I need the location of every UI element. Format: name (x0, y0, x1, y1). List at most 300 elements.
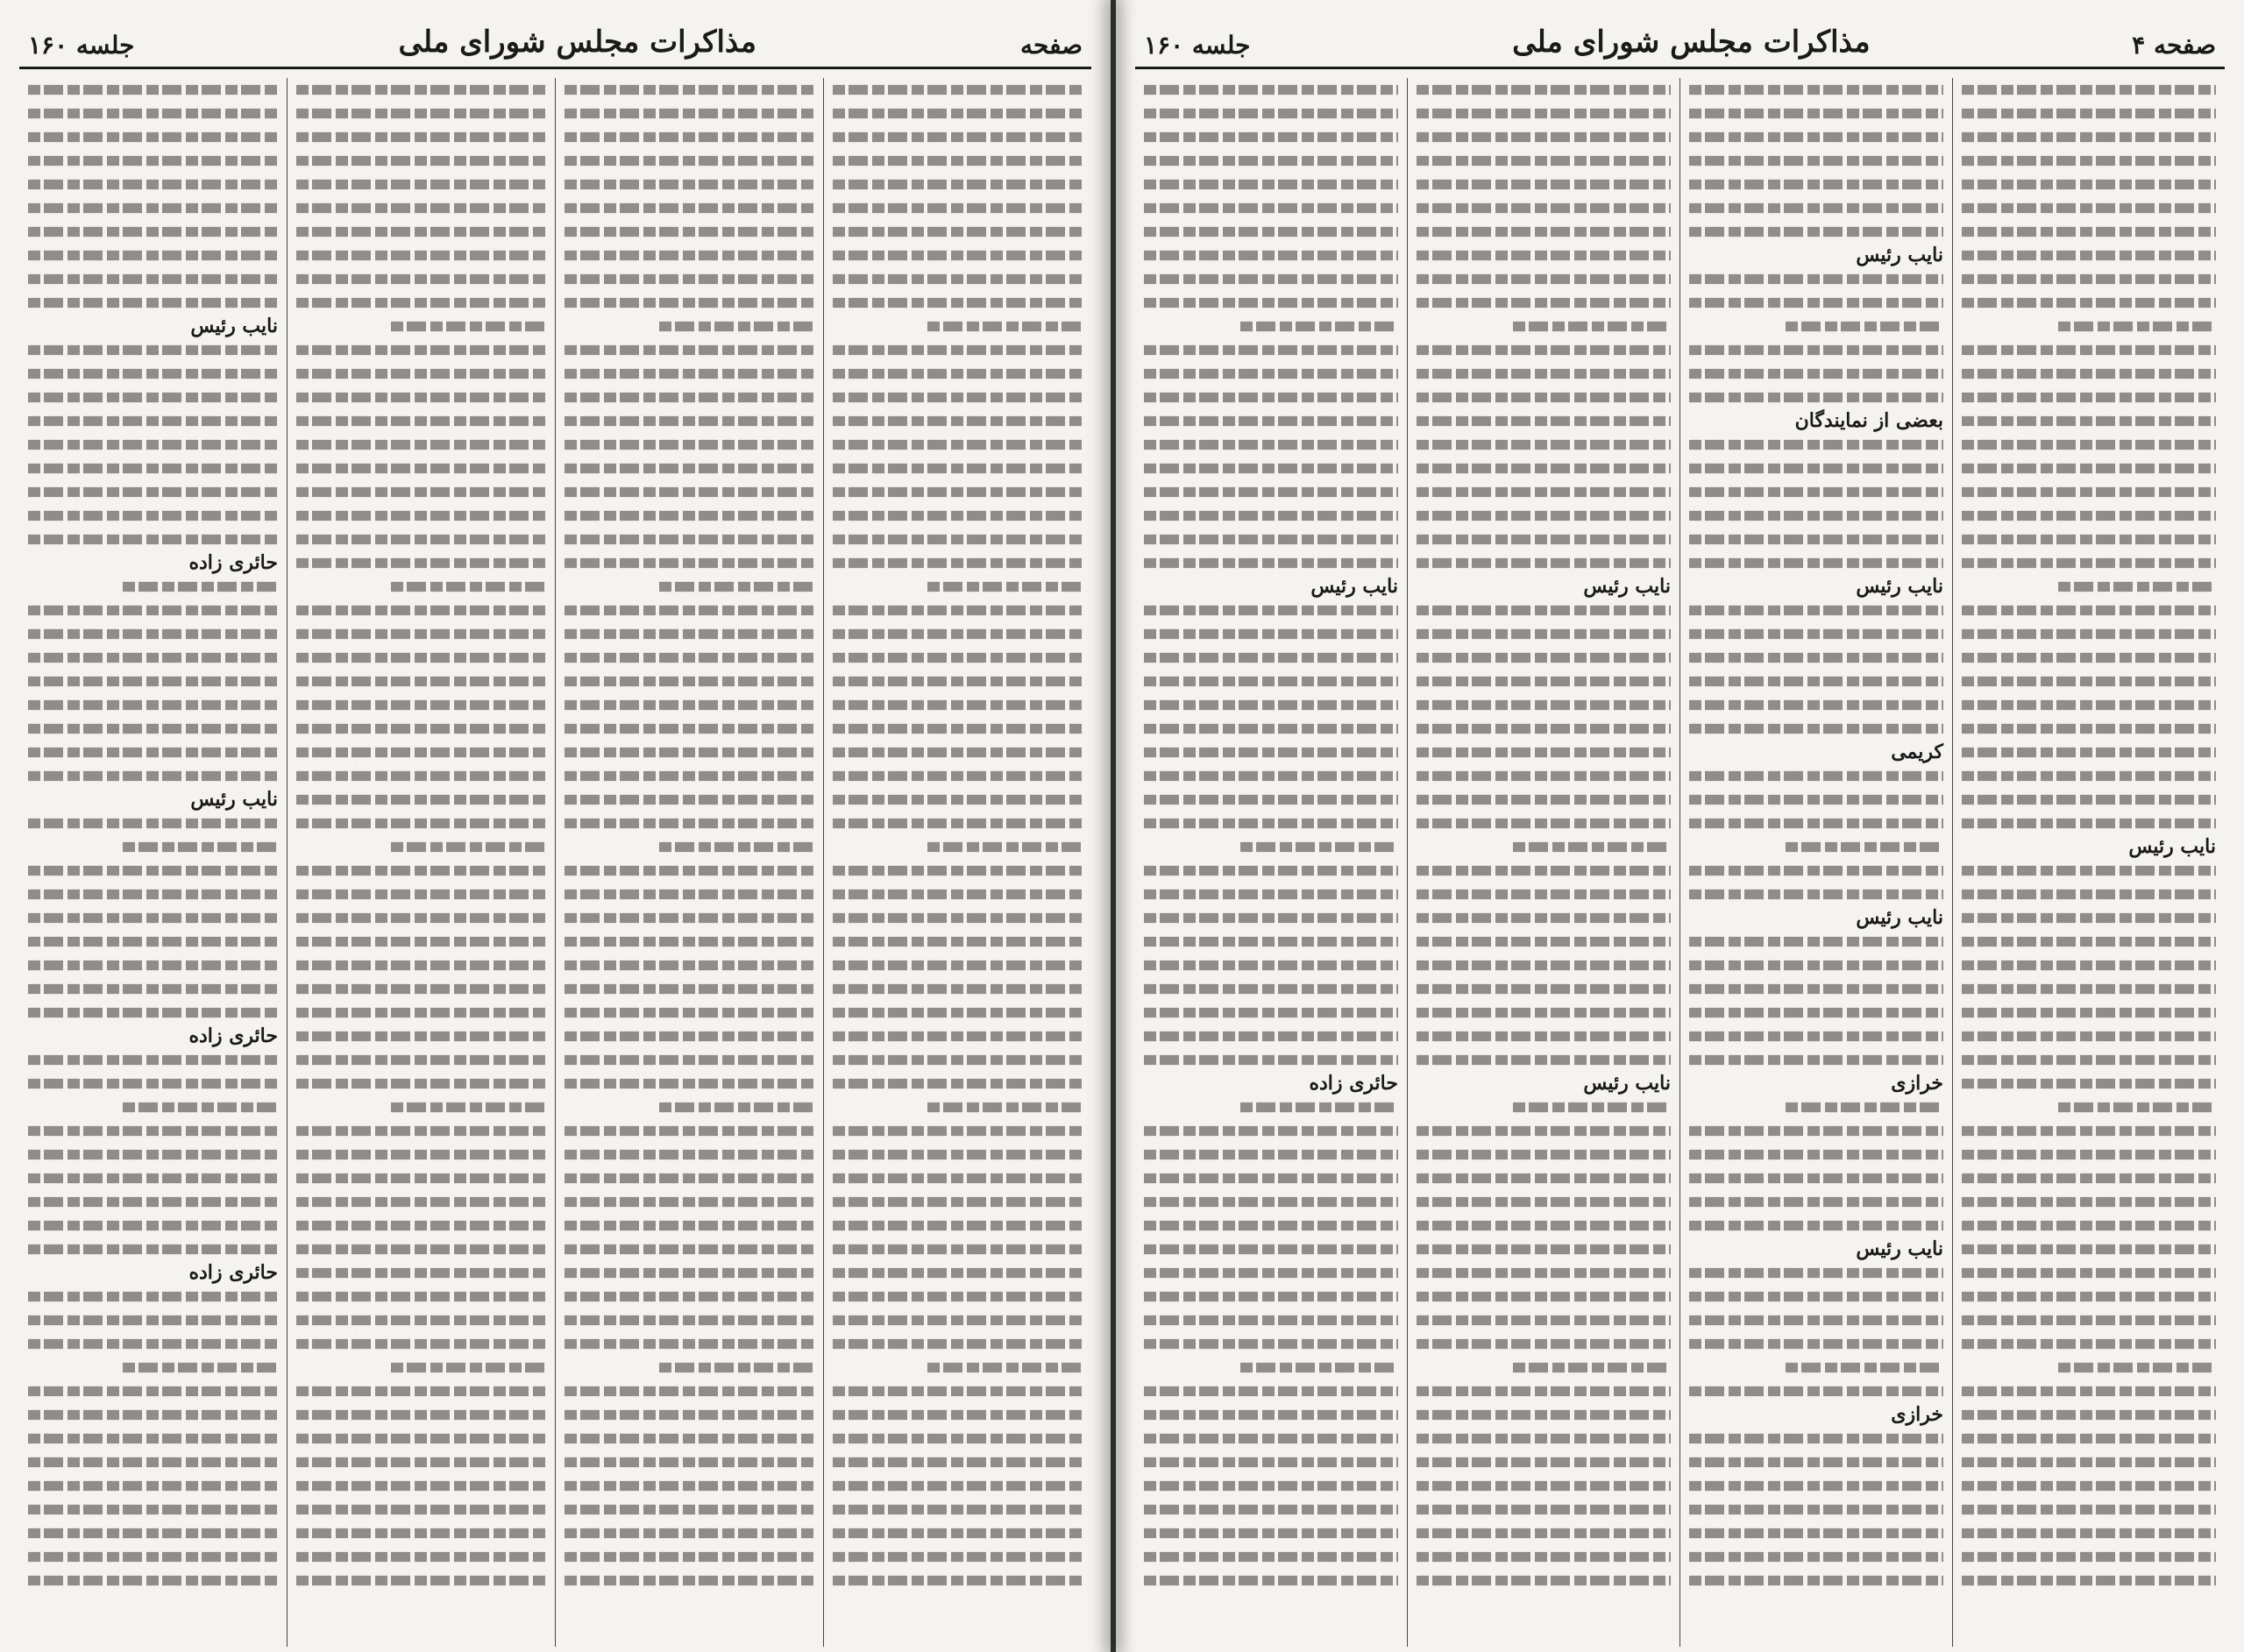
text-line-placeholder (1689, 203, 1943, 213)
text-line-placeholder (1689, 393, 1943, 402)
text-line-placeholder (296, 1292, 546, 1301)
text-line-placeholder (1417, 1481, 1671, 1491)
text-line-placeholder (659, 842, 814, 852)
text-line-placeholder (1144, 700, 1398, 710)
text-line-placeholder (1786, 1363, 1943, 1372)
text-line-placeholder (565, 251, 814, 260)
text-line-placeholder (833, 1268, 1083, 1278)
text-line-placeholder (833, 1505, 1083, 1514)
text-line-placeholder (28, 416, 278, 426)
text-line-placeholder (1962, 1126, 2216, 1136)
text-line-placeholder (296, 298, 546, 308)
text-line-placeholder (296, 132, 546, 142)
text-line-placeholder (1786, 322, 1943, 331)
speaker-heading: حائری زاده (188, 1025, 278, 1047)
text-line-placeholder (2058, 582, 2216, 592)
text-line-placeholder (1417, 913, 1671, 923)
text-line-placeholder (565, 795, 814, 805)
text-line-placeholder (833, 937, 1083, 947)
text-line-placeholder (565, 511, 814, 521)
right-page-columns (1135, 78, 2225, 1647)
text-column (1952, 78, 2225, 1647)
text-line-placeholder (1144, 1434, 1398, 1443)
text-line-placeholder (833, 748, 1083, 757)
text-line-placeholder (2058, 322, 2216, 331)
text-line-placeholder (28, 771, 278, 781)
text-line-placeholder (296, 748, 546, 757)
text-line-placeholder (565, 487, 814, 497)
text-line-placeholder (296, 866, 546, 876)
text-line-placeholder (1689, 1315, 1943, 1325)
text-line-placeholder (28, 1552, 278, 1562)
text-line-placeholder (1417, 464, 1671, 473)
text-line-placeholder (1962, 1197, 2216, 1207)
text-line-placeholder (1962, 629, 2216, 639)
text-line-placeholder (28, 132, 278, 142)
text-line-placeholder (1689, 511, 1943, 521)
text-line-placeholder (1144, 1481, 1398, 1491)
text-line-placeholder (28, 1315, 278, 1325)
text-line-placeholder (1417, 109, 1671, 118)
text-line-placeholder (1417, 961, 1671, 970)
text-line-placeholder (1417, 85, 1671, 95)
text-line-placeholder (1689, 109, 1943, 118)
text-line-placeholder (565, 1386, 814, 1396)
text-column (287, 78, 555, 1647)
text-line-placeholder (28, 298, 278, 308)
text-line-placeholder (1144, 1386, 1398, 1396)
text-line-placeholder (1689, 132, 1943, 142)
text-line-placeholder (1417, 1339, 1671, 1349)
text-line-placeholder (1962, 1528, 2216, 1538)
text-line-placeholder (1689, 1505, 1943, 1514)
text-line-placeholder (833, 203, 1083, 213)
text-line-placeholder (296, 511, 546, 521)
text-line-placeholder (1240, 842, 1398, 852)
text-line-placeholder (296, 1552, 546, 1562)
text-line-placeholder (1962, 1339, 2216, 1349)
text-line-placeholder (28, 274, 278, 284)
text-line-placeholder (296, 677, 546, 686)
text-line-placeholder (1144, 227, 1398, 237)
text-line-placeholder (565, 180, 814, 189)
text-line-placeholder (833, 1339, 1083, 1349)
text-line-placeholder (28, 1292, 278, 1301)
text-line-placeholder (1689, 890, 1943, 899)
speaker-heading: بعضی از نمایندگان (1794, 409, 1943, 432)
text-line-placeholder (833, 1008, 1083, 1017)
text-line-placeholder (1962, 866, 2216, 876)
text-line-placeholder (927, 322, 1083, 331)
text-line-placeholder (565, 1434, 814, 1443)
text-line-placeholder (1962, 369, 2216, 379)
text-line-placeholder (1513, 322, 1671, 331)
text-line-placeholder (833, 1528, 1083, 1538)
text-line-placeholder (28, 1386, 278, 1396)
text-line-placeholder (565, 274, 814, 284)
text-line-placeholder (833, 819, 1083, 828)
text-line-placeholder (565, 700, 814, 710)
text-line-placeholder (2058, 1103, 2216, 1112)
text-line-placeholder (565, 1268, 814, 1278)
text-line-placeholder (1417, 1055, 1671, 1065)
text-line-placeholder (565, 819, 814, 828)
text-line-placeholder (927, 1103, 1083, 1112)
text-line-placeholder (565, 464, 814, 473)
text-line-placeholder (565, 1126, 814, 1136)
text-line-placeholder (565, 1481, 814, 1491)
text-line-placeholder (833, 156, 1083, 166)
text-line-placeholder (296, 795, 546, 805)
text-line-placeholder (565, 1457, 814, 1467)
text-line-placeholder (1144, 1055, 1398, 1065)
text-line-placeholder (565, 558, 814, 568)
text-line-placeholder (659, 322, 814, 331)
text-line-placeholder (833, 1457, 1083, 1467)
text-line-placeholder (1962, 1055, 2216, 1065)
speaker-heading: نایب رئیس (1856, 575, 1943, 598)
text-line-placeholder (1144, 440, 1398, 450)
text-line-placeholder (1689, 1481, 1943, 1491)
text-line-placeholder (28, 1576, 278, 1585)
speaker-heading: نایب رئیس (1856, 906, 1943, 929)
text-line-placeholder (833, 629, 1083, 639)
text-line-placeholder (565, 890, 814, 899)
text-column (823, 78, 1091, 1647)
text-line-placeholder (296, 1434, 546, 1443)
text-line-placeholder (565, 1410, 814, 1420)
text-line-placeholder (1962, 85, 2216, 95)
text-line-placeholder (1689, 440, 1943, 450)
text-line-placeholder (28, 677, 278, 686)
text-line-placeholder (1689, 1576, 1943, 1585)
text-line-placeholder (833, 1221, 1083, 1230)
text-line-placeholder (1417, 1008, 1671, 1017)
text-line-placeholder (1962, 1268, 2216, 1278)
speaker-heading: خرازی (1891, 1403, 1943, 1426)
text-line-placeholder (296, 1126, 546, 1136)
text-line-placeholder (1144, 109, 1398, 118)
text-line-placeholder (296, 1197, 546, 1207)
text-line-placeholder (1962, 795, 2216, 805)
text-line-placeholder (1962, 298, 2216, 308)
text-line-placeholder (565, 606, 814, 615)
text-line-placeholder (1689, 345, 1943, 355)
text-line-placeholder (28, 1221, 278, 1230)
text-line-placeholder (1689, 464, 1943, 473)
text-line-placeholder (1144, 1032, 1398, 1041)
text-line-placeholder (1962, 1315, 2216, 1325)
text-line-placeholder (1962, 700, 2216, 710)
text-line-placeholder (1417, 203, 1671, 213)
text-line-placeholder (1689, 700, 1943, 710)
text-line-placeholder (565, 1008, 814, 1017)
text-column (1679, 78, 1952, 1647)
speaker-heading: نایب رئیس (1856, 1237, 1943, 1260)
text-line-placeholder (1417, 1244, 1671, 1254)
text-line-placeholder (833, 1244, 1083, 1254)
text-line-placeholder (1144, 369, 1398, 379)
text-line-placeholder (1417, 511, 1671, 521)
text-line-placeholder (1689, 1126, 1943, 1136)
text-line-placeholder (1417, 1457, 1671, 1467)
text-line-placeholder (1689, 85, 1943, 95)
text-line-placeholder (296, 1576, 546, 1585)
speaker-heading: حائری زاده (188, 1261, 278, 1284)
text-line-placeholder (833, 1292, 1083, 1301)
text-line-placeholder (296, 558, 546, 568)
text-line-placeholder (1962, 109, 2216, 118)
text-line-placeholder (1962, 203, 2216, 213)
text-line-placeholder (1417, 369, 1671, 379)
text-line-placeholder (28, 724, 278, 734)
text-line-placeholder (1689, 535, 1943, 544)
text-line-placeholder (296, 180, 546, 189)
text-line-placeholder (391, 842, 546, 852)
text-line-placeholder (28, 1528, 278, 1538)
text-line-placeholder (565, 109, 814, 118)
text-line-placeholder (1962, 440, 2216, 450)
text-line-placeholder (565, 653, 814, 663)
text-line-placeholder (28, 464, 278, 473)
text-line-placeholder (1144, 724, 1398, 734)
text-line-placeholder (296, 251, 546, 260)
text-line-placeholder (28, 487, 278, 497)
text-line-placeholder (1417, 1197, 1671, 1207)
page-title: مذاکرات مجلس شورای ملی (1512, 25, 1871, 60)
text-line-placeholder (296, 913, 546, 923)
text-line-placeholder (1417, 156, 1671, 166)
text-line-placeholder (1962, 771, 2216, 781)
text-line-placeholder (1689, 819, 1943, 828)
text-line-placeholder (1689, 227, 1943, 237)
text-line-placeholder (1962, 890, 2216, 899)
text-line-placeholder (296, 819, 546, 828)
text-line-placeholder (833, 251, 1083, 260)
text-line-placeholder (1689, 606, 1943, 615)
text-line-placeholder (28, 1339, 278, 1349)
text-line-placeholder (296, 890, 546, 899)
text-line-placeholder (1144, 1150, 1398, 1159)
text-line-placeholder (833, 771, 1083, 781)
text-line-placeholder (833, 866, 1083, 876)
text-line-placeholder (565, 961, 814, 970)
text-line-placeholder (296, 629, 546, 639)
text-line-placeholder (28, 393, 278, 402)
text-line-placeholder (1513, 842, 1671, 852)
text-line-placeholder (1417, 227, 1671, 237)
text-line-placeholder (1962, 1292, 2216, 1301)
text-line-placeholder (1962, 1410, 2216, 1420)
text-line-placeholder (1144, 677, 1398, 686)
text-line-placeholder (1417, 1386, 1671, 1396)
text-column (1407, 78, 1679, 1647)
right-page (1116, 0, 2244, 1652)
text-line-placeholder (1962, 1221, 2216, 1230)
text-line-placeholder (296, 771, 546, 781)
text-line-placeholder (833, 109, 1083, 118)
text-line-placeholder (565, 748, 814, 757)
text-line-placeholder (1144, 629, 1398, 639)
text-line-placeholder (1144, 535, 1398, 544)
speaker-heading: نایب رئیس (1583, 575, 1671, 598)
text-line-placeholder (1144, 653, 1398, 663)
text-line-placeholder (1144, 606, 1398, 615)
text-line-placeholder (1962, 274, 2216, 284)
text-line-placeholder (1689, 1055, 1943, 1065)
text-line-placeholder (296, 1268, 546, 1278)
text-line-placeholder (1144, 203, 1398, 213)
text-line-placeholder (565, 227, 814, 237)
text-line-placeholder (1962, 1505, 2216, 1514)
text-line-placeholder (1962, 1481, 2216, 1491)
text-line-placeholder (296, 440, 546, 450)
text-line-placeholder (833, 1079, 1083, 1088)
text-line-placeholder (565, 298, 814, 308)
text-line-placeholder (659, 582, 814, 592)
text-line-placeholder (1513, 1103, 1671, 1112)
text-line-placeholder (28, 890, 278, 899)
text-line-placeholder (927, 1363, 1083, 1372)
text-line-placeholder (296, 1505, 546, 1514)
text-line-placeholder (1144, 251, 1398, 260)
speaker-heading: خرازی (1891, 1072, 1943, 1095)
session-number: جلسه ۱۶۰ (28, 31, 135, 60)
text-line-placeholder (296, 345, 546, 355)
text-line-placeholder (1144, 819, 1398, 828)
text-line-placeholder (833, 724, 1083, 734)
text-line-placeholder (833, 795, 1083, 805)
text-line-placeholder (296, 1032, 546, 1041)
text-line-placeholder (1240, 1103, 1398, 1112)
text-line-placeholder (296, 416, 546, 426)
text-line-placeholder (1144, 558, 1398, 568)
speaker-heading: نایب رئیس (2128, 835, 2216, 858)
text-line-placeholder (1962, 1008, 2216, 1017)
text-column (1135, 78, 1407, 1647)
text-line-placeholder (1144, 274, 1398, 284)
text-line-placeholder (833, 274, 1083, 284)
text-line-placeholder (28, 653, 278, 663)
text-line-placeholder (1689, 795, 1943, 805)
text-line-placeholder (1417, 724, 1671, 734)
text-line-placeholder (296, 203, 546, 213)
text-line-placeholder (1144, 180, 1398, 189)
text-line-placeholder (28, 1173, 278, 1183)
text-line-placeholder (28, 1434, 278, 1443)
text-line-placeholder (296, 1315, 546, 1325)
text-line-placeholder (28, 156, 278, 166)
text-line-placeholder (296, 464, 546, 473)
text-line-placeholder (296, 1528, 546, 1538)
text-line-placeholder (1144, 1268, 1398, 1278)
text-line-placeholder (565, 369, 814, 379)
text-line-placeholder (1417, 700, 1671, 710)
text-line-placeholder (1962, 724, 2216, 734)
text-line-placeholder (28, 1505, 278, 1514)
text-line-placeholder (1689, 1457, 1943, 1467)
text-line-placeholder (296, 274, 546, 284)
text-column (19, 78, 287, 1647)
page-label: صفحه ۴ (2132, 31, 2216, 60)
text-line-placeholder (1417, 345, 1671, 355)
text-line-placeholder (28, 1150, 278, 1159)
text-line-placeholder (28, 700, 278, 710)
text-line-placeholder (1144, 771, 1398, 781)
text-line-placeholder (1962, 1457, 2216, 1467)
text-line-placeholder (296, 85, 546, 95)
text-line-placeholder (565, 937, 814, 947)
text-line-placeholder (296, 653, 546, 663)
text-line-placeholder (1962, 606, 2216, 615)
text-line-placeholder (296, 1150, 546, 1159)
text-line-placeholder (1962, 393, 2216, 402)
text-line-placeholder (833, 535, 1083, 544)
text-line-placeholder (1417, 653, 1671, 663)
text-line-placeholder (1417, 629, 1671, 639)
text-line-placeholder (565, 203, 814, 213)
text-line-placeholder (1786, 842, 1943, 852)
text-line-placeholder (833, 1410, 1083, 1420)
text-line-placeholder (1689, 180, 1943, 189)
text-line-placeholder (833, 464, 1083, 473)
text-line-placeholder (833, 558, 1083, 568)
text-line-placeholder (1144, 937, 1398, 947)
text-line-placeholder (1144, 748, 1398, 757)
text-line-placeholder (1144, 1221, 1398, 1230)
text-line-placeholder (1417, 1552, 1671, 1562)
text-line-placeholder (565, 677, 814, 686)
text-line-placeholder (1240, 322, 1398, 331)
text-line-placeholder (833, 984, 1083, 994)
text-line-placeholder (565, 1505, 814, 1514)
text-line-placeholder (1417, 984, 1671, 994)
text-line-placeholder (833, 1126, 1083, 1136)
text-line-placeholder (833, 1032, 1083, 1041)
text-line-placeholder (28, 937, 278, 947)
text-line-placeholder (1962, 1173, 2216, 1183)
text-line-placeholder (833, 1552, 1083, 1562)
text-line-placeholder (28, 913, 278, 923)
text-line-placeholder (1417, 535, 1671, 544)
text-line-placeholder (565, 724, 814, 734)
text-line-placeholder (1144, 795, 1398, 805)
text-line-placeholder (296, 1221, 546, 1230)
text-line-placeholder (1144, 1126, 1398, 1136)
text-line-placeholder (1417, 1528, 1671, 1538)
text-line-placeholder (296, 1079, 546, 1088)
text-line-placeholder (565, 1244, 814, 1254)
text-line-placeholder (1417, 1505, 1671, 1514)
text-line-placeholder (565, 156, 814, 166)
text-line-placeholder (565, 629, 814, 639)
text-line-placeholder (1689, 1434, 1943, 1443)
text-line-placeholder (1144, 890, 1398, 899)
text-line-placeholder (565, 1079, 814, 1088)
text-line-placeholder (833, 1481, 1083, 1491)
text-line-placeholder (1144, 1339, 1398, 1349)
text-line-placeholder (28, 1410, 278, 1420)
text-line-placeholder (1962, 1552, 2216, 1562)
text-line-placeholder (1144, 1576, 1398, 1585)
text-line-placeholder (28, 629, 278, 639)
text-line-placeholder (1689, 653, 1943, 663)
text-line-placeholder (565, 1315, 814, 1325)
text-line-placeholder (391, 322, 546, 331)
text-line-placeholder (1417, 677, 1671, 686)
text-line-placeholder (1689, 156, 1943, 166)
text-line-placeholder (296, 1339, 546, 1349)
